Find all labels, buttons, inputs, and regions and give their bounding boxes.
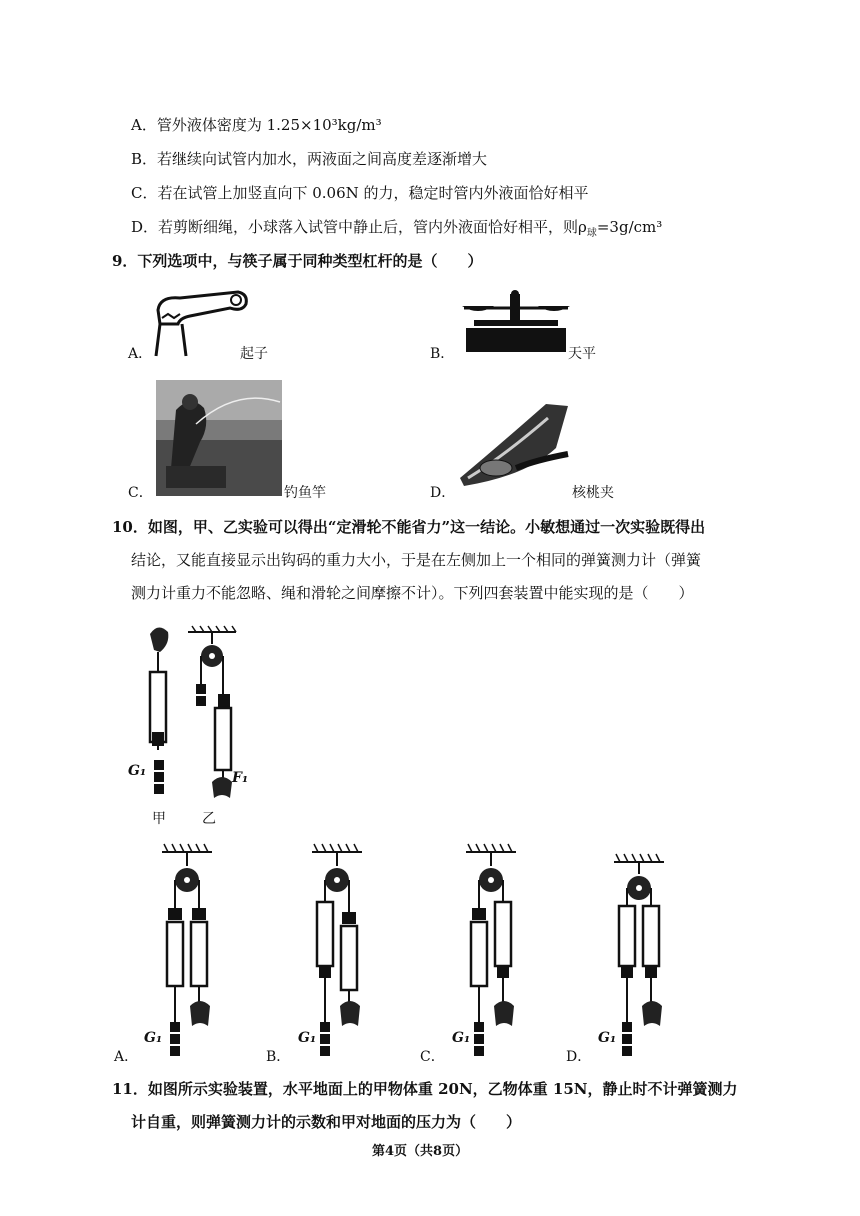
q9-option-a-letter: A．	[128, 346, 153, 362]
q10-option-b-letter: B．	[266, 1049, 291, 1065]
option-b-g1-label: G₁	[298, 1030, 317, 1046]
q9-option-a-caption: 起子	[240, 346, 268, 362]
option-d-g1-label: G₁	[598, 1030, 617, 1046]
q8-option-c: C．若在试管上加竖直向下 0.06N 的力，稳定时管内外液面恰好相平	[131, 184, 589, 202]
q9-option-c-caption: 钓鱼竿	[284, 485, 326, 501]
q9-stem: 9．下列选项中，与筷子属于同种类型杠杆的是（ ）	[112, 252, 483, 270]
jia-g1-label: G₁	[128, 763, 147, 779]
q8-option-a: A．管外液体密度为 1.25×10³kg/m³	[131, 116, 382, 134]
jia-label: 甲	[152, 811, 166, 827]
pulley-apparatus-a	[150, 842, 230, 1062]
option-c-g1-label: G₁	[452, 1030, 471, 1046]
nutcracker-image	[456, 398, 576, 490]
q8-option-b: B．若继续向试管内加水，两液面之间高度差逐渐增大	[131, 150, 488, 168]
q9-option-d-caption: 核桃夹	[572, 485, 614, 501]
q10-line-3: 测力计重力不能忽略、绳和滑轮之间摩擦不计）。下列四套装置中能实现的是（ ）	[131, 584, 694, 602]
option-a-g1-label: G₁	[144, 1030, 163, 1046]
q9-option-c-letter: C．	[128, 485, 153, 501]
fishing-rod-photo	[156, 380, 282, 496]
q11-line-1: 11．如图所示实验装置，水平地面上的甲物体重 20N，乙物体重 15N，静止时不计弹簧测力	[112, 1080, 738, 1098]
q8-option-d-prefix: D．若剪断细绳，小球落入试管中静止后，管内外液面恰好相平，则ρ	[131, 218, 587, 236]
yi-f1-label: F₁	[232, 770, 249, 786]
bottle-opener-image	[150, 288, 250, 358]
q10-option-c-letter: C．	[420, 1049, 445, 1065]
q8-option-d	[131, 218, 662, 243]
q8-option-d-suffix: =3g/cm³	[596, 218, 663, 236]
q9-option-d-letter: D．	[430, 485, 456, 501]
q10-line-1: 10．如图，甲、乙实验可以得出“定滑轮不能省力”这一结论。小敏想通过一次实验既得出	[112, 518, 706, 536]
q10-option-a-letter: A．	[114, 1049, 139, 1065]
q10-line-2: 结论，又能直接显示出钩码的重力大小，于是在左侧加上一个相同的弹簧测力计（弹簧	[131, 551, 702, 569]
q10-option-d-letter: D．	[566, 1049, 592, 1065]
q9-option-b-letter: B．	[430, 346, 455, 362]
page-footer: 第4页（共8页）	[372, 1144, 469, 1159]
balance-scale-image	[460, 288, 572, 356]
pulley-apparatus-c	[450, 842, 530, 1062]
q11-line-2: 计自重，则弹簧测力计的示数和甲对地面的压力为（ ）	[131, 1113, 522, 1131]
pulley-apparatus-b	[296, 842, 376, 1062]
q9-option-b-caption: 天平	[568, 346, 596, 362]
jia-yi-figure	[126, 622, 256, 822]
q8-option-d-sub: 球	[586, 228, 597, 239]
yi-label: 乙	[202, 811, 216, 827]
